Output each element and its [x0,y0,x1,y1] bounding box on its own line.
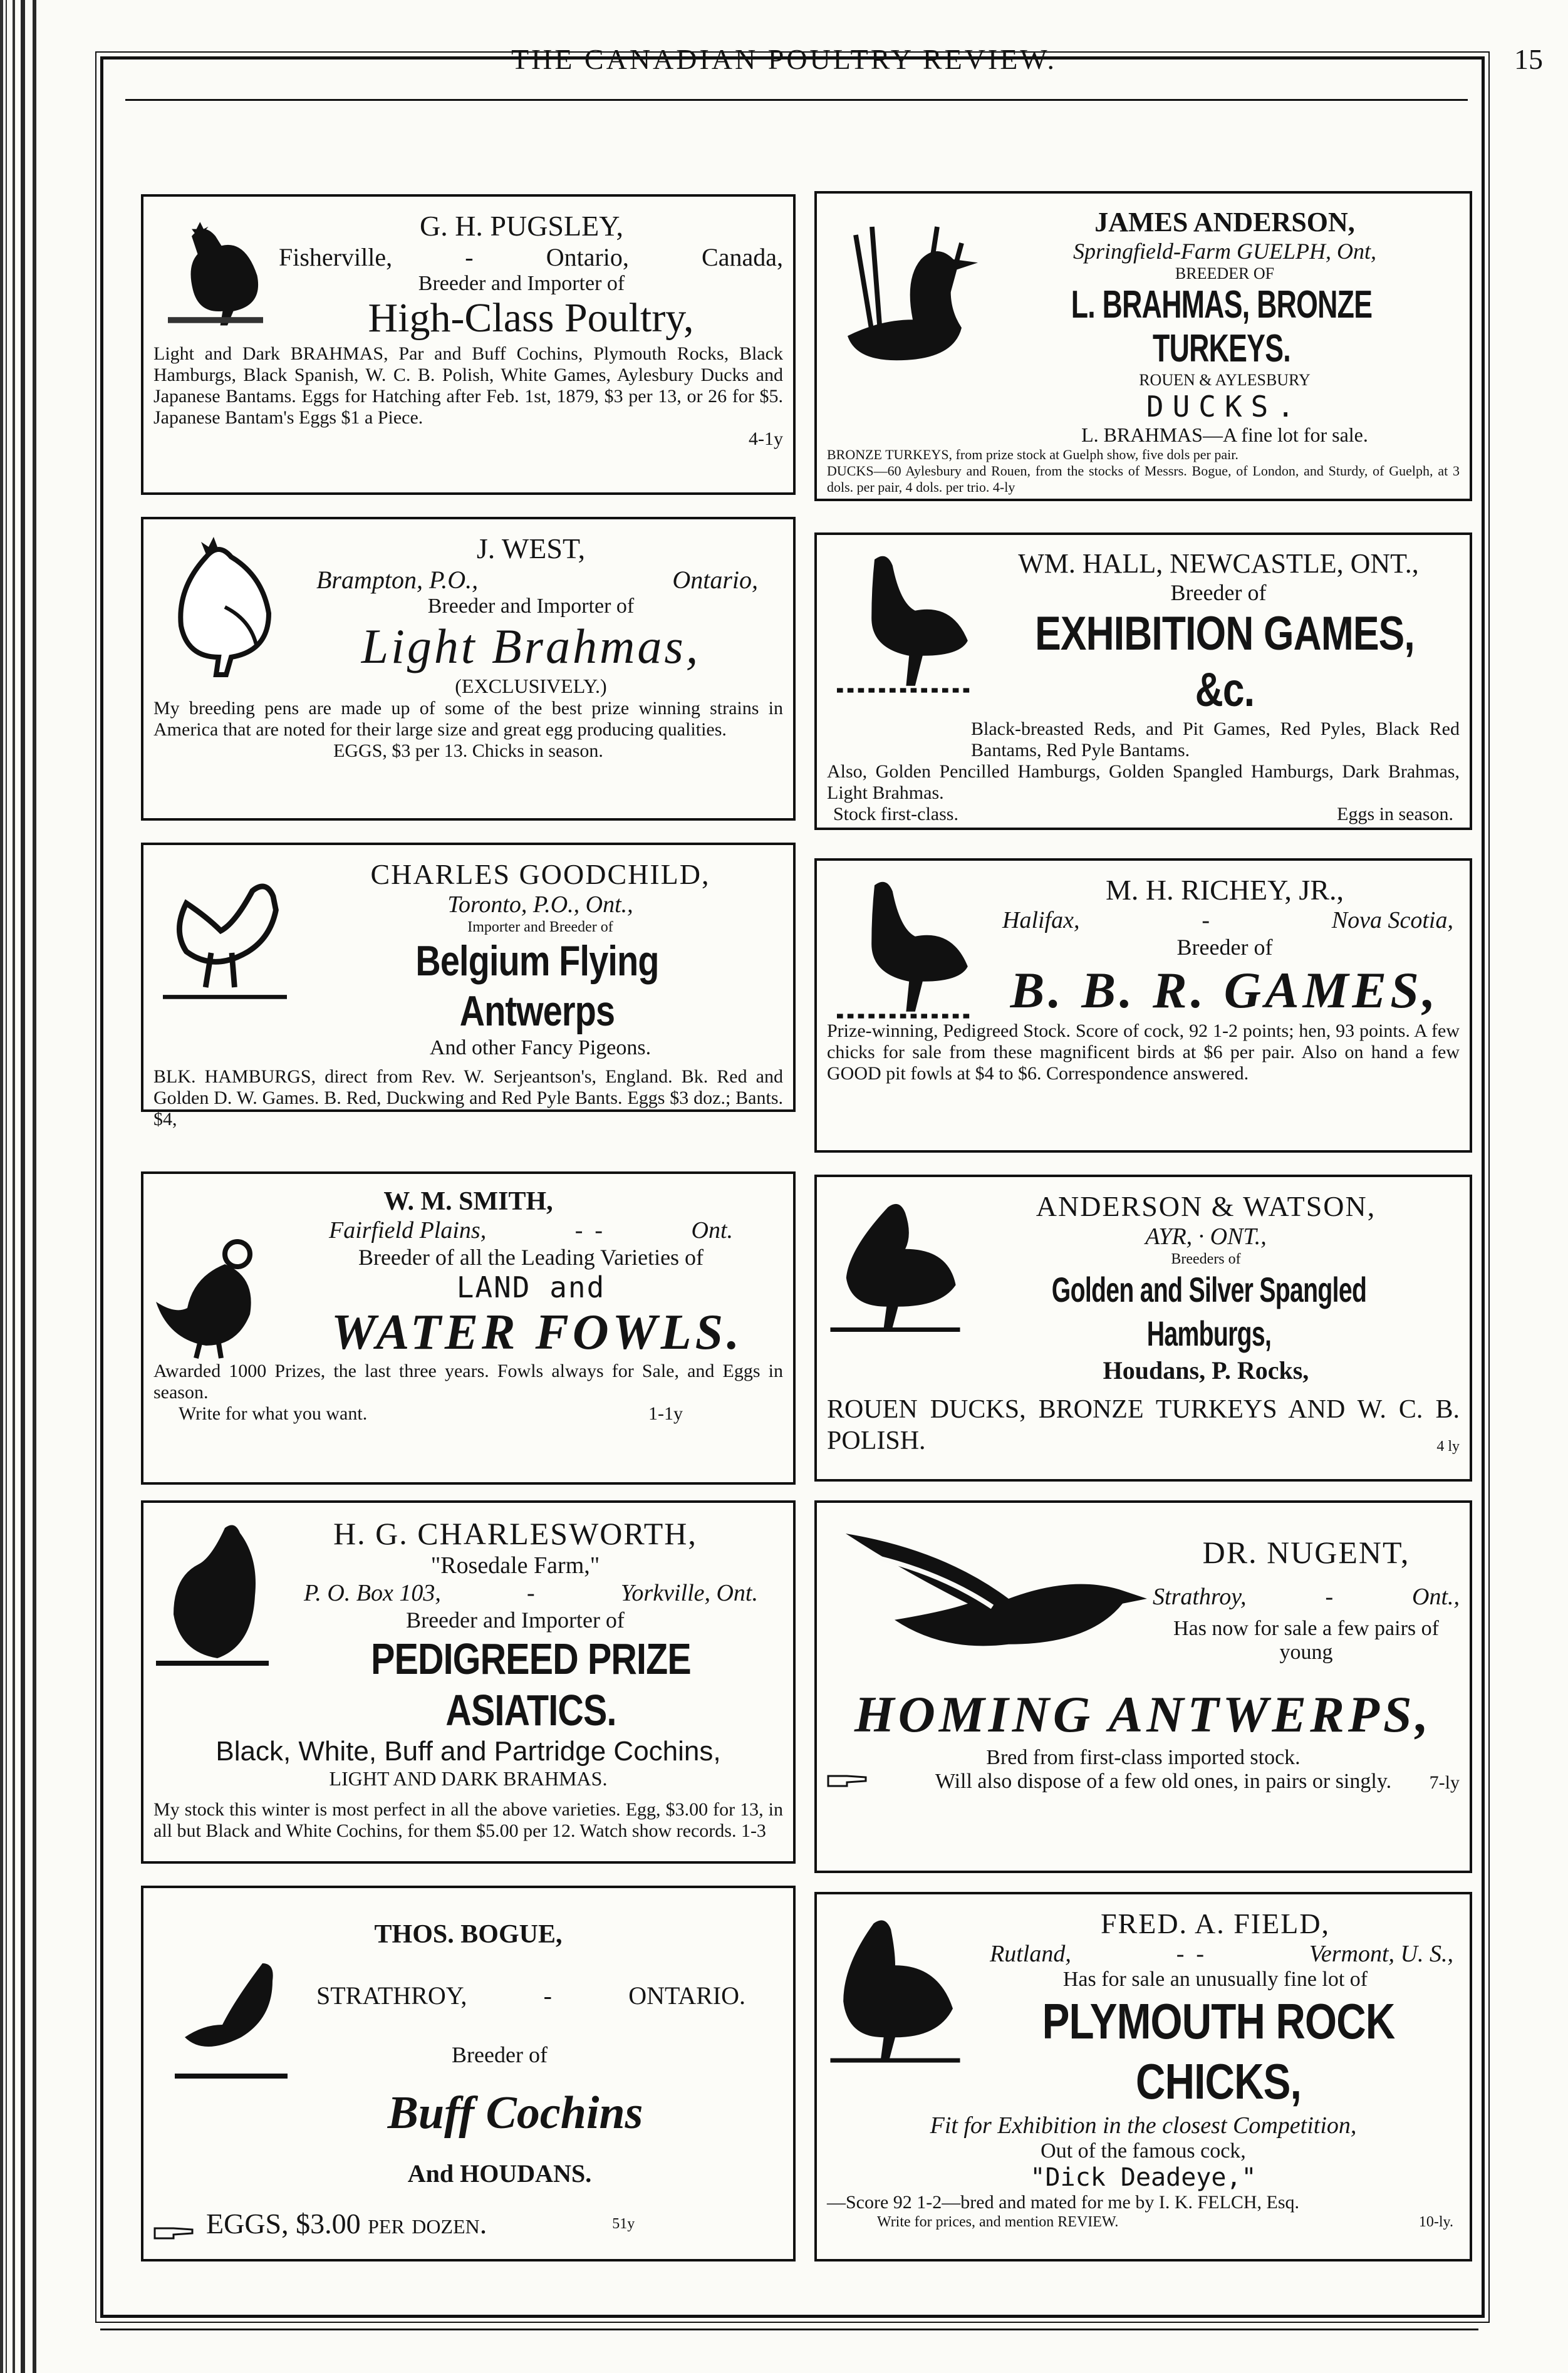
richey-place-left: Halifax, [1002,907,1080,933]
rooster-icon [823,1907,967,2070]
nugent-line: Has now for sale a few pairs of young [1173,1617,1439,1664]
janderson-fine1: BRONZE TURKEYS, from prize stock at Guelph show, five dols per pair. [827,447,1238,462]
pointing-hand-icon [153,2215,194,2233]
running-title: THE CANADIAN POULTRY REVIEW. [511,43,1057,75]
ad-hall [814,532,1472,830]
janderson-sub: ROUEN & AYLESBURY [1139,371,1311,389]
nugent-body: Bred from first-class imported stock. [986,1746,1301,1769]
aw-body: ROUEN DUCKS, BRONZE TURKEYS AND W. C. B. POLISH. [827,1395,1460,1455]
field-line2: Out of the famous cock, [1041,2139,1246,2163]
janderson-role: BREEDER OF [1175,264,1275,283]
rooster-icon [150,1237,275,1362]
field-place-right: Vermont, U. S., [1309,1941,1453,1967]
field-line: Has for sale an unusually fine lot of [1062,1968,1368,1991]
janderson-fine2: DUCKS—60 Aylesbury and Rouen, from the stocks of Messrs. Bogue, of London, and Sturdy, of Guelph, at 3 dols. per pair, 4 dols. per trio. [827,463,1460,495]
rooster-icon [823,873,986,1024]
west-body: My breeding pens are made up of some of the best prize winning strains in America that are noted for their large size and great egg producing qualities. [153,698,783,740]
smith-code: 1-1y [648,1403,683,1424]
hall-body1: Black-breasted Reds, and Pit Games, Red Pyles, Black Red Bantams, Red Pyle Bantams. [971,719,1460,761]
ad-smith: W. M. SMITH, Fairfield Plains, - - Ont. Breeder of all the Leading Varieties of LAND and WATER FOWLS. Awarded 1000 Prizes, the last three years. Fowls always for Sale, and Eggs in season. Write for what you want. 1-1y [141,1171,796,1485]
aw-sub: Houdans, P. Rocks, [1103,1356,1309,1384]
charlesworth-name: H. G. CHARLESWORTH, [333,1516,697,1551]
janderson-code: 4-ly [992,479,1015,495]
hall-name: WM. HALL, NEWCASTLE, ONT., [1018,548,1419,579]
richey-place-right: Nova Scotia, [1331,907,1453,933]
pugsley-code: 4-1y [749,428,783,449]
janderson-place: Springfield-Farm GUELPH, Ont, [1073,239,1376,264]
nugent-place-right: Ont., [1412,1584,1460,1610]
aw-role: Breeders of [1171,1251,1241,1267]
aw-code: 4 ly [1436,1438,1460,1455]
charlesworth-place-right: Yorkville, Ont. [620,1580,758,1606]
rooster-icon [169,1951,294,2089]
rooster-icon [156,209,275,335]
bogue-code: 51y [612,2215,635,2232]
smith-place-left: Fairfield Plains, [329,1217,487,1244]
pugsley-place-mid: Ontario, [546,243,629,271]
nugent-note: Will also dispose of a few old ones, in pairs or singly. [935,1770,1392,1793]
west-eggs: EGGS, $3 per 13. Chicks in season. [333,740,603,761]
field-place-left: Rutland, [990,1941,1071,1967]
pugsley-body: Light and Dark BRAHMAS, Par and Buff Cochins, Plymouth Rocks, Black Hamburgs, Black Spanish, W. C. B. Polish, White Games, Aylesbury Ducks and Japanese Bantams. Eggs for Hatching after Feb. 1st, 1879, $3 per 13, or 26 for $5. Japanese Bantam's Eggs $1 a Piece. [153,343,783,428]
ad-james-anderson [814,191,1472,501]
hall-headline: EXHIBITION GAMES, &c. [1035,607,1415,717]
bogue-place-right: ONTARIO. [628,1981,745,2010]
smith-name: W. M. SMITH, [383,1187,553,1216]
ad-anderson-watson [814,1175,1472,1482]
hall-eggs: Eggs in season. [1337,804,1453,824]
header-rule [125,99,1468,101]
charlesworth-farm: "Rosedale Farm," [430,1552,600,1579]
charlesworth-sub2: LIGHT AND DARK BRAHMAS. [329,1767,608,1790]
goodchild-role: Importer and Breeder of [467,919,613,935]
bogue-headline: Buff Cochins [387,2087,643,2139]
rooster-icon [823,1190,967,1340]
pugsley-place-left: Fisherville, [279,243,393,271]
goodchild-headline: Belgium Flying Antwerps [415,937,659,1035]
smith-place-right: Ont. [691,1217,733,1244]
west-headline: Light Brahmas, [361,619,701,673]
bogue-role: Breeder of [452,2042,548,2067]
ad-nugent: DR. NUGENT, Strathroy, - Ont., Has now for sale a few pairs of young HOMING ANTWERPS, Bred from first-class imported stock. Will also dispose of a few old ones, in pairs or singly. 7-ly [814,1500,1472,1873]
duck-icon [823,219,986,382]
richey-role: Breeder of [1176,935,1273,960]
bogue-place-left: STRATHROY, [316,1981,467,2010]
smith-write: Write for what you want. [179,1403,368,1424]
pigeon-icon [829,1515,1155,1666]
charlesworth-headline: PEDIGREED PRIZE ASIATICS. [371,1634,691,1735]
field-write: Write for prices, and mention REVIEW. [877,2214,1119,2230]
field-sub: Fit for Exhibition in the closest Competition, [930,2112,1357,2139]
field-cock: "Dick Deadeye," [1030,2163,1257,2192]
richey-body: Prize-winning, Pedigreed Stock. Score of cock, 92 1-2 points; hen, 93 points. A few chicks for sale from these magnificent birds at $6 per pair. Also on hand a few GOOD pit fowls at $4 to $6. Correspondence answered. [827,1020,1460,1084]
nugent-name: DR. NUGENT, [1202,1535,1410,1570]
hall-body2: Also, Golden Pencilled Hamburgs, Golden Spangled Hamburgs, Dark Brahmas, Light Brahmas. [827,761,1460,803]
smith-headline2: WATER FOWLS. [331,1305,744,1360]
bogue-sub: And HOUDANS. [407,2159,592,2188]
richey-name: M. H. RICHEY, JR., [1106,874,1344,906]
goodchild-sub: And other Fancy Pigeons. [429,1036,652,1059]
aw-name: ANDERSON & WATSON, [1036,1190,1376,1222]
smith-body: Awarded 1000 Prizes, the last three years. Fowls always for Sale, and Eggs in season. [153,1361,783,1403]
field-body: —Score 92 1-2—bred and mated for me by I. K. FELCH, Esq. [827,2192,1300,2213]
field-code: 10-ly. [1418,2214,1453,2230]
pugsley-name: G. H. PUGSLEY, [419,210,624,242]
west-place-left: Brampton, P.O., [316,566,479,594]
ad-bogue: THOS. BOGUE, STRATHROY, - ONTARIO. Breeder of Buff Cochins And HOUDANS. EGGS, $3.00 per dozen. 51y [141,1886,796,2261]
ad-richey: M. H. RICHEY, JR., Halifax, - Nova Scotia, Breeder of B. B. R. GAMES, Prize-winning, Pedigreed Stock. Score of cock, 92 1-2 points; hen, 93 points. A few chicks for sale from these magnificent birds at $6 per pair. Also on hand a few GOOD pit fowls at $4 to $6. Correspondence answered. [814,858,1472,1153]
aw-headline: Golden and Silver Spangled Hamburgs, [1051,1270,1367,1353]
nugent-place-left: Strathroy, [1153,1584,1247,1610]
charlesworth-role: Breeder and Importer of [406,1607,625,1633]
rooster-icon [150,1515,275,1678]
janderson-headline: L. BRAHMAS, BRONZE TURKEYS. [1071,283,1373,370]
binding-edge [0,0,54,2373]
rooster-icon [156,532,281,682]
west-role: Breeder and Importer of [427,595,635,618]
ad-west [141,517,796,821]
smith-headline1: LAND and [456,1270,606,1304]
janderson-ducks: DUCKS. [1146,390,1304,423]
goodchild-name: CHARLES GOODCHILD, [370,858,710,890]
ad-pugsley: G. H. PUGSLEY, Fisherville, - Ontario, Canada, Breeder and Importer of High-Class Poultry, Light and Dark BRAHMAS, Par and Buff Cochins, Plymouth Rocks, Black Hamburgs, Black Spanish, W. C. B. Polish, White Games, Aylesbury Ducks and Japanese Bantams. Eggs for Hatching after Feb. 1st, 1879, $3 per 13, or 26 for $5. Japanese Bantam's Eggs $1 a Piece. 4-1y [141,194,796,495]
charlesworth-body: My stock this winter is most perfect in all the above varieties. Egg, $3.00 for 13, in all but Black and White Cochins, for them $5.00 per 12. Watch show records. 1-3 [153,1799,783,1841]
field-name: FRED. A. FIELD, [1100,1908,1331,1939]
bogue-eggs: EGGS, $3.00 per dozen. [206,2208,487,2240]
west-place-right: Ontario, [672,566,758,594]
hall-role: Breeder of [1170,580,1267,605]
janderson-line: L. BRAHMAS—A fine lot for sale. [1081,423,1368,446]
pugsley-place-right: Canada, [702,243,783,271]
pointing-hand-icon [827,1770,867,1789]
goodchild-place: Toronto, P.O., Ont., [447,891,633,918]
rooster-icon [823,548,986,698]
bogue-name: THOS. BOGUE, [374,1920,563,1949]
aw-place: AYR, · ONT., [1145,1223,1267,1250]
richey-headline: B. B. R. GAMES, [1010,962,1440,1019]
pugsley-role: Breeder and Importer of [418,272,625,295]
west-sub: (EXCLUSIVELY.) [455,675,607,697]
page-number: 15 [1514,43,1543,75]
charlesworth-sub: Black, White, Buff and Partridge Cochins, [215,1736,721,1767]
rooster-icon [156,870,294,1008]
ad-field: FRED. A. FIELD, Rutland, - - Vermont, U. S., Has for sale an unusually fine lot of PLYMOUTH ROCK CHICKS, Fit for Exhibition in the closest Competition, Out of the famous cock, "Dick Deadeye," —Score 92 1-2—bred and mated for me by I. K. FELCH, Esq. Write for prices, and mention REVIEW. 10-ly. [814,1892,1472,2261]
ad-goodchild [141,843,796,1129]
goodchild-body: BLK. HAMBURGS, direct from Rev. W. Serjeantson's, England. Bk. Red and Golden D. W. Games. B. Red, Duckwing and Red Pyle Bants. Eggs $3 doz.; Bants. $4, [153,1066,783,1129]
field-headline: PLYMOUTH ROCK CHICKS, [1042,1993,1395,2109]
janderson-name: JAMES ANDERSON, [1094,207,1355,237]
ad-charlesworth: H. G. CHARLESWORTH, "Rosedale Farm," P. O. Box 103, - Yorkville, Ont. Breeder and Importer of PEDIGREED PRIZE ASIATICS. Black, White, Buff and Partridge Cochins, LIGHT AND DARK BRAHMAS. My stock this winter is most perfect in all the above varieties. Egg, $3.00 for 13, in all but Black and White Cochins, for them $5.00 per 12. Watch show records. 1-3 [141,1500,796,1864]
smith-role: Breeder of all the Leading Varieties of [358,1245,704,1270]
footer-rule [100,2329,1478,2330]
nugent-headline: HOMING ANTWERPS, [854,1686,1433,1743]
hall-stock: Stock first-class. [833,804,958,824]
charlesworth-place-left: P. O. Box 103, [304,1580,441,1606]
pugsley-headline: High-Class Poultry, [368,295,694,341]
nugent-code: 7-ly [1429,1772,1460,1793]
west-name: J. WEST, [476,532,586,564]
